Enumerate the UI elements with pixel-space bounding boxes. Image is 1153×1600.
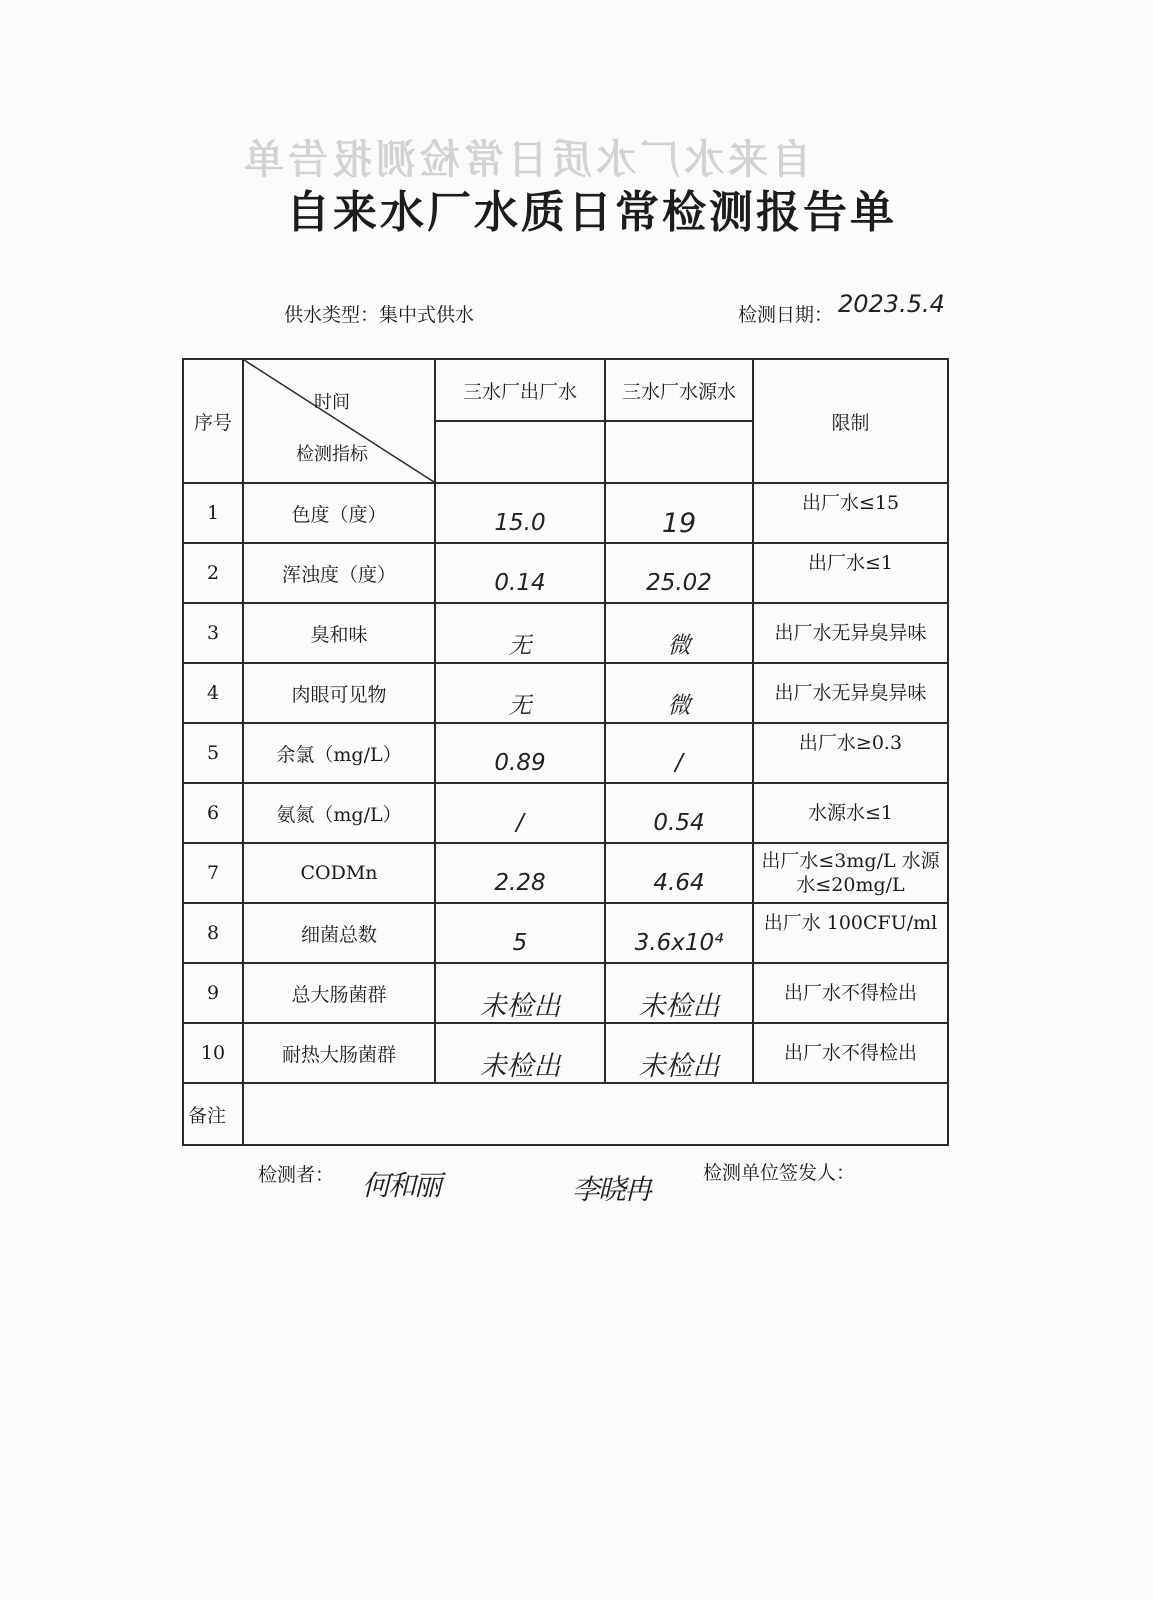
table-row (183, 843, 948, 903)
source-value: 0.54 (653, 810, 705, 836)
limit-cell (753, 543, 948, 603)
row-number: 1 (183, 483, 243, 543)
col-header-source: 三水厂水源水 (605, 359, 753, 421)
diag-item-label: 检测指标 (296, 444, 368, 465)
source-value: 4.64 (653, 870, 705, 896)
row-number: 8 (183, 903, 243, 963)
limit-cell (753, 963, 948, 1023)
limit-value: 水源水≤1 (807, 802, 893, 824)
outlet-value: 2.28 (494, 870, 546, 896)
indicator-name: 耐热大肠菌群 (243, 1023, 435, 1083)
col-subheader-outlet (435, 421, 605, 483)
table-row (183, 903, 948, 963)
limit-value: 出厂水≤1 (807, 552, 893, 574)
signer-label: 检测单位签发人： (703, 1162, 856, 1184)
limit-value: 出厂水无异臭异味 (774, 682, 927, 704)
col-subheader-source (605, 421, 753, 483)
outlet-value-cell (435, 903, 605, 963)
table-row (183, 783, 948, 843)
outlet-value: 5 (512, 930, 528, 956)
page-title: 自来水厂水质日常检测报告单 (286, 187, 897, 238)
source-value: 微 (667, 692, 691, 719)
supply-type (284, 300, 474, 327)
table-row (183, 663, 948, 723)
supply-type-value: 集中式供水 (379, 304, 475, 326)
diagonal-header (243, 359, 435, 483)
outlet-value-cell (435, 723, 605, 783)
table-row (183, 1023, 948, 1083)
row-number: 3 (183, 603, 243, 663)
outlet-value: 未检出 (479, 1050, 561, 1082)
indicator-name: CODMn (243, 843, 435, 903)
seq-header: 序号 (183, 359, 243, 483)
supply-type-label: 供水类型： (284, 304, 380, 326)
diag-time-label: 时间 (314, 392, 350, 413)
limit-cell (753, 603, 948, 663)
indicator-name: 色度（度） (243, 483, 435, 543)
source-value-cell (605, 603, 753, 663)
source-value: 微 (667, 632, 691, 659)
outlet-value-cell (435, 1023, 605, 1083)
outlet-value-cell (435, 963, 605, 1023)
outlet-value: 无 (508, 632, 532, 659)
source-value-cell (605, 663, 753, 723)
table-row (183, 483, 948, 543)
indicator-name: 氨氮（mg/L） (243, 783, 435, 843)
source-value-cell (605, 963, 753, 1023)
row-number: 6 (183, 783, 243, 843)
col-header-outlet: 三水厂出厂水 (435, 359, 605, 421)
limit-cell (753, 783, 948, 843)
limit-cell (753, 663, 948, 723)
test-date-value: 2023.5.4 (838, 290, 945, 318)
table-row (183, 603, 948, 663)
outlet-value-cell (435, 603, 605, 663)
source-value-cell (605, 903, 753, 963)
outlet-value-cell (435, 783, 605, 843)
indicator-name: 余氯（mg/L） (243, 723, 435, 783)
source-value: 25.02 (646, 570, 712, 596)
limit-cell (753, 843, 948, 903)
remark-label: 备注 (183, 1083, 243, 1145)
source-value: 未检出 (638, 1050, 720, 1082)
row-number: 9 (183, 963, 243, 1023)
indicator-name: 臭和味 (243, 603, 435, 663)
report-table (182, 358, 949, 1146)
limit-value: 出厂水≤3mg/L 水源水≤20mg/L (761, 850, 940, 896)
source-value-cell (605, 1023, 753, 1083)
outlet-value-cell (435, 483, 605, 543)
source-value: / (675, 750, 683, 776)
indicator-name: 细菌总数 (243, 903, 435, 963)
second-signature: 李晓冉 (572, 1173, 651, 1206)
remark-row (183, 1083, 948, 1145)
outlet-value-cell (435, 843, 605, 903)
remark-content (243, 1083, 948, 1145)
limit-value: 出厂水不得检出 (783, 1042, 917, 1064)
table-row (183, 723, 948, 783)
indicator-name: 浑浊度（度） (243, 543, 435, 603)
limit-cell (753, 1023, 948, 1083)
bleed-through-title: 自来水厂水质日常检测报告单 (240, 137, 812, 183)
source-value-cell (605, 723, 753, 783)
limit-value: 出厂水无异臭异味 (774, 622, 927, 644)
row-number: 2 (183, 543, 243, 603)
outlet-value: / (516, 810, 524, 836)
limit-value: 出厂水≥0.3 (798, 732, 903, 754)
source-value: 3.6x10⁴ (634, 930, 724, 956)
limit-value: 出厂水 100CFU/ml (763, 912, 938, 934)
outlet-value-cell (435, 543, 605, 603)
inspector-label: 检测者： (258, 1164, 335, 1186)
source-value: 未检出 (638, 990, 720, 1022)
source-value: 19 (661, 507, 697, 539)
row-number: 5 (183, 723, 243, 783)
outlet-value: 0.14 (494, 570, 546, 596)
indicator-name: 总大肠菌群 (243, 963, 435, 1023)
limit-cell (753, 723, 948, 783)
outlet-value: 15.0 (494, 510, 546, 536)
outlet-value: 无 (508, 692, 532, 719)
row-number: 7 (183, 843, 243, 903)
table-row (183, 963, 948, 1023)
table-row (183, 543, 948, 603)
limit-value: 出厂水≤15 (801, 492, 900, 514)
test-date-label: 检测日期： (738, 304, 834, 326)
limit-cell (753, 903, 948, 963)
row-number: 10 (183, 1023, 243, 1083)
outlet-value: 未检出 (479, 990, 561, 1022)
indicator-name: 肉眼可见物 (243, 663, 435, 723)
source-value-cell (605, 843, 753, 903)
inspector-signature: 何和丽 (362, 1169, 441, 1202)
limit-header: 限制 (753, 359, 948, 483)
outlet-value: 0.89 (494, 750, 546, 776)
source-value-cell (605, 783, 753, 843)
row-number: 4 (183, 663, 243, 723)
limit-value: 出厂水不得检出 (783, 982, 917, 1004)
limit-cell (753, 483, 948, 543)
table-header-row-1 (183, 359, 948, 421)
outlet-value-cell (435, 663, 605, 723)
source-value-cell (605, 543, 753, 603)
source-value-cell (605, 483, 753, 543)
